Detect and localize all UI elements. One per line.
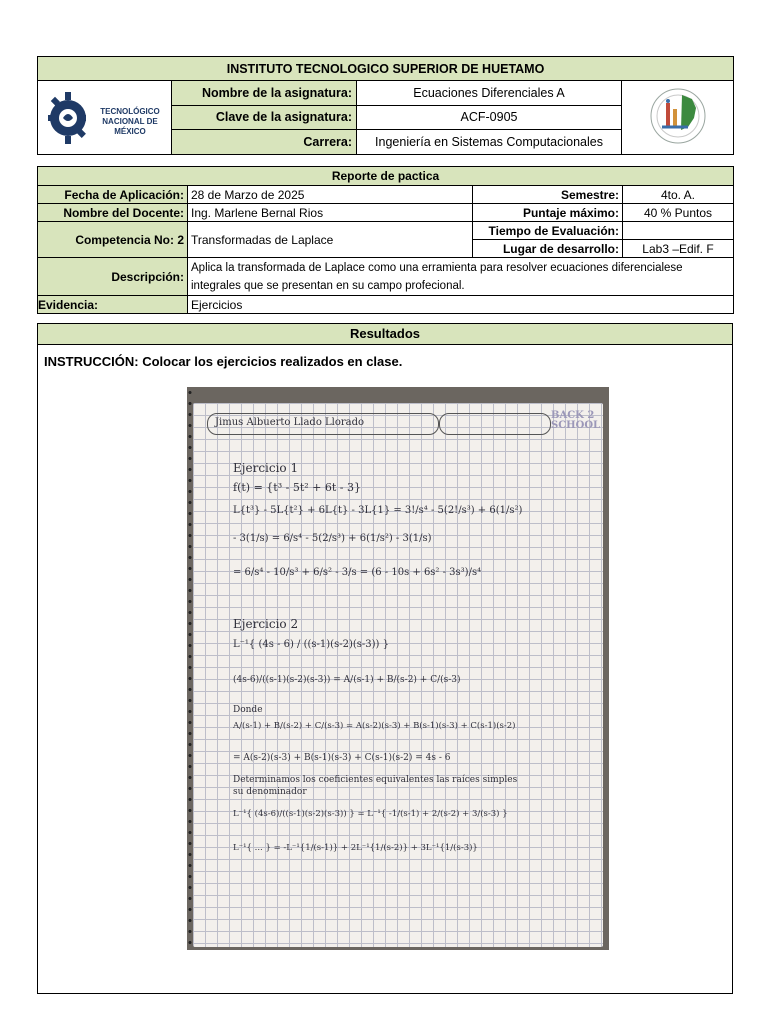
- results-section: [37, 323, 733, 994]
- student-name: Jimus Albuerto Llado Llorado: [215, 417, 365, 428]
- ex2-line7: su denominador: [233, 787, 307, 797]
- notebook-photo: [187, 387, 609, 950]
- notebook-page: [193, 403, 603, 947]
- ithuetamo-seal-icon: [622, 81, 734, 151]
- ex2-line4: A/(s-1) + B/(s-2) + C/(s-3) = A(s-2)(s-3) + B(s-1)(s-3) + C(s-1)(s-2): [233, 721, 516, 731]
- evidencia-value: Ejercicios: [188, 296, 734, 314]
- subject-key-label: Clave de la asignatura:: [172, 105, 357, 130]
- ex2-line1: L⁻¹{ (4s - 6) / ((s-1)(s-2)(s-3)) }: [233, 639, 389, 650]
- subject-name-value: Ecuaciones Diferenciales A: [357, 81, 622, 106]
- ex2-line6: Determinamos los coeficientes equivalentes las raíces simples: [233, 775, 518, 785]
- institute-title: INSTITUTO TECNOLOGICO SUPERIOR DE HUETAMO: [38, 57, 734, 81]
- career-label: Carrera:: [172, 130, 357, 155]
- ex1-line2: - 3(1/s) = 6/s⁴ - 5(2/s³) + 6(1/s²) - 3(1/s): [233, 533, 432, 544]
- logo-text-line1: TECNOLÓGICO: [100, 106, 160, 116]
- instruction-text: INSTRUCCIÓN: Colocar los ejercicios realizados en clase.: [44, 354, 403, 369]
- ex1-line1: L{t³} - 5L{t²} + 6L{t} - 3L{1} = 3!/s⁴ - 5(2!/s³) + 6(1/s²): [233, 505, 523, 516]
- ex1-line3: = 6/s⁴ - 10/s³ + 6/s² - 3/s = (6 - 10s + 6s² - 3s³)/s⁴: [233, 567, 482, 578]
- semestre-value: 4to. A.: [623, 186, 734, 204]
- ex1-function: f(t) = {t³ - 5t² + 6t - 3}: [233, 481, 361, 494]
- career-value: Ingeniería en Sistemas Computacionales: [357, 130, 622, 155]
- descripcion-label: Descripción:: [38, 258, 188, 296]
- logo-text-line2: NACIONAL DE MÉXICO: [102, 116, 158, 136]
- date-box: [439, 413, 551, 435]
- descripcion-line2: integrales que se presentan en su campo profecional.: [191, 279, 465, 292]
- subject-key-value: ACF-0905: [357, 105, 622, 130]
- subject-name-label: Nombre de la asignatura:: [172, 81, 357, 106]
- docente-label: Nombre del Docente:: [38, 204, 188, 222]
- competencia-label: Competencia No: 2: [38, 222, 188, 258]
- ex2-line2: (4s-6)/((s-1)(s-2)(s-3)) = A/(s-1) + B/(s-2) + C/(s-3): [233, 675, 461, 685]
- puntaje-value: 40 % Puntos: [623, 204, 734, 222]
- tiempo-value: [623, 222, 734, 240]
- ex2-line3: Donde: [233, 705, 263, 715]
- report-table: [37, 166, 734, 314]
- ithuetamo-logo: [622, 81, 734, 155]
- competencia-value: Transformadas de Laplace: [188, 222, 473, 258]
- notebook-brand: BACK 2 SCHOOL: [551, 410, 601, 431]
- semestre-label: Semestre:: [473, 186, 623, 204]
- fecha-label: Fecha de Aplicación:: [38, 186, 188, 204]
- tiempo-label: Tiempo de Evaluación:: [473, 222, 623, 240]
- gear-emblem-icon: [46, 86, 86, 150]
- ex2-line9: L⁻¹{ ... } = -L⁻¹{1/(s-1)} + 2L⁻¹{1/(s-2)} + 3L⁻¹{1/(s-3)}: [233, 843, 478, 853]
- ex2-line8: L⁻¹{ (4s-6)/((s-1)(s-2)(s-3)) } = L⁻¹{ -1/(s-1) + 2/(s-2) + 3/(s-3) }: [233, 809, 508, 819]
- puntaje-label: Puntaje máximo:: [473, 204, 623, 222]
- descripcion-value: [188, 258, 734, 296]
- ex2-title: Ejercicio 2: [233, 617, 299, 631]
- fecha-value: 28 de Marzo de 2025: [188, 186, 473, 204]
- evidencia-label: Evidencia:: [38, 296, 188, 314]
- lugar-value: Lab3 –Edif. F: [623, 240, 734, 258]
- tecnm-logo: [38, 81, 172, 155]
- lugar-label: Lugar de desarrollo:: [473, 240, 623, 258]
- results-title: Resultados: [38, 324, 732, 345]
- ex2-line5: = A(s-2)(s-3) + B(s-1)(s-3) + C(s-1)(s-2) = 4s - 6: [233, 753, 451, 763]
- ex1-title: Ejercicio 1: [233, 461, 299, 475]
- descripcion-line1: Aplica la transformada de Laplace como una erramienta para resolver ecuaciones diferencialese: [191, 261, 683, 274]
- report-title: Reporte de pactica: [38, 167, 734, 186]
- header-table: [37, 56, 734, 155]
- docente-value: Ing. Marlene Bernal Rios: [188, 204, 473, 222]
